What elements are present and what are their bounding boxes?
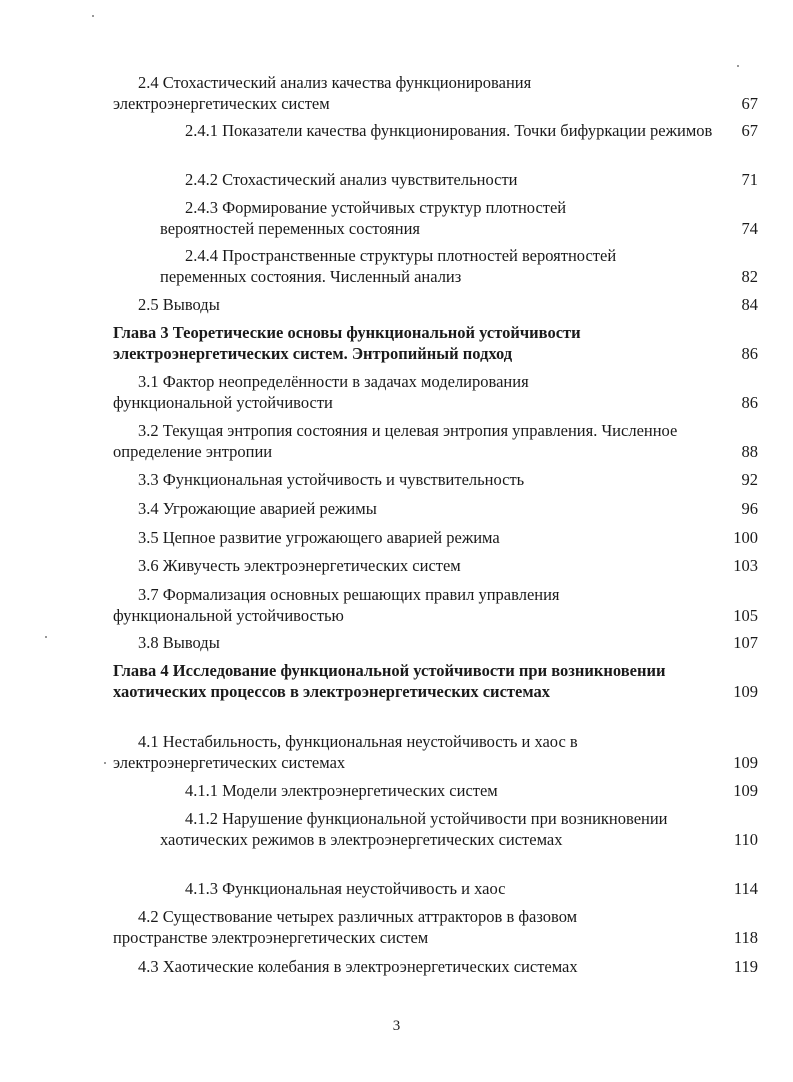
toc-entry-title: 4.1 Нестабильность, функциональная неустойчивость и хаос в электроэнергетических системах (113, 732, 578, 772)
toc-entry-page: 109 (733, 753, 758, 772)
toc-entry-page: 96 (741, 499, 758, 518)
toc-entry (113, 731, 758, 773)
toc-entry-page: 82 (741, 267, 758, 286)
toc-chapter (113, 660, 758, 702)
toc-entry (113, 527, 758, 548)
toc-entry (160, 808, 758, 850)
toc-entry-title: 3.4 Угрожающие аварией режимы (138, 499, 377, 518)
toc-entry-page: 86 (741, 344, 758, 363)
toc-entry-title: Глава 4 Исследование функциональной устойчивости при возникновении хаотических процессов в электроэнергетических системах (113, 661, 666, 701)
toc-entry (113, 420, 758, 462)
scan-speck (737, 65, 739, 67)
toc-entry (113, 469, 758, 490)
toc-entry-title: 2.4.1 Показатели качества функционирования. Точки бифуркации режимов (185, 121, 713, 140)
toc-entry-page: 109 (733, 781, 758, 800)
toc-entry-title: 2.4.2 Стохастический анализ чувствительности (185, 170, 518, 189)
toc-entry-title: Глава 3 Теоретические основы функциональной устойчивости электроэнергетических систем. Энтропийный подход (113, 323, 581, 363)
toc-entry (113, 371, 758, 413)
toc-entry (113, 956, 758, 977)
toc-entry-page: 100 (733, 528, 758, 547)
toc-entry-title: 3.3 Функциональная устойчивость и чувствительность (138, 470, 525, 489)
toc-entry-title: 4.1.2 Нарушение функциональной устойчивости при возникновении хаотических режимов в электроэнергетических системах (160, 809, 668, 849)
toc-entry-page: 67 (741, 121, 758, 140)
toc-entry-page: 67 (741, 94, 758, 113)
toc-entry (113, 906, 758, 948)
toc-entry-page: 86 (741, 393, 758, 412)
toc-entry-title: 3.5 Цепное развитие угрожающего аварией режима (138, 528, 500, 547)
toc-entry (160, 169, 758, 190)
toc-entry (113, 632, 758, 653)
toc-entry-page: 119 (733, 957, 758, 976)
toc-entry (113, 294, 758, 315)
toc-entry-title: 4.1.1 Модели электроэнергетических систем (185, 781, 498, 800)
scan-speck (92, 15, 94, 17)
scan-speck (104, 762, 106, 764)
toc-entry (113, 498, 758, 519)
toc-chapter (113, 322, 758, 364)
toc-entry-page: 114 (733, 879, 758, 898)
toc-entry-page: 118 (733, 928, 758, 947)
toc-entry-page: 107 (733, 633, 758, 652)
toc-entry (160, 120, 758, 141)
toc-entry-page: 88 (741, 442, 758, 461)
toc-entry-page: 110 (733, 830, 758, 849)
toc-entry-title: 3.6 Живучесть электроэнергетических систем (138, 556, 461, 575)
toc-entry-page: 92 (741, 470, 758, 489)
toc-entry-title: 3.1 Фактор неопределённости в задачах моделирования функциональной устойчивости (113, 372, 529, 412)
toc-entry-page: 105 (733, 606, 758, 625)
toc-entry-title: 2.5 Выводы (138, 295, 220, 314)
toc-entry-page: 103 (733, 556, 758, 575)
toc-entry-title: 4.2 Существование четырех различных аттракторов в фазовом пространстве электроэнергетических систем (113, 907, 578, 947)
toc-entry (113, 72, 758, 114)
toc-entry-page: 84 (741, 295, 758, 314)
toc-entry-page: 109 (733, 682, 758, 701)
page-number: 3 (392, 1018, 401, 1034)
toc-entry-title: 4.1.3 Функциональная неустойчивость и хаос (185, 879, 506, 898)
toc-entry (113, 555, 758, 576)
toc-entry-title: 2.4 Стохастический анализ качества функционирования электроэнергетических систем (113, 73, 532, 113)
toc-entry-page: 74 (741, 219, 758, 238)
toc-entry (160, 245, 758, 287)
toc-entry (160, 878, 758, 899)
toc-entry-title: 3.7 Формализация основных решающих правил управления функциональной устойчивостью (113, 585, 560, 625)
toc-entry (113, 584, 758, 626)
toc-entry-title: 3.8 Выводы (138, 633, 220, 652)
toc-entry (160, 197, 758, 239)
toc-entry-title: 4.3 Хаотические колебания в электроэнергетических системах (138, 957, 578, 976)
toc-entry-page: 71 (741, 170, 758, 189)
toc-entry-title: 2.4.3 Формирование устойчивых структур плотностей вероятностей переменных состояния (160, 198, 567, 238)
scan-speck (45, 636, 47, 638)
toc-entry-title: 3.2 Текущая энтропия состояния и целевая энтропия управления. Численное определение энтропии (113, 421, 678, 461)
toc-entry (160, 780, 758, 801)
toc-entry-title: 2.4.4 Пространственные структуры плотностей вероятностей переменных состояния. Численный анализ (160, 246, 617, 286)
